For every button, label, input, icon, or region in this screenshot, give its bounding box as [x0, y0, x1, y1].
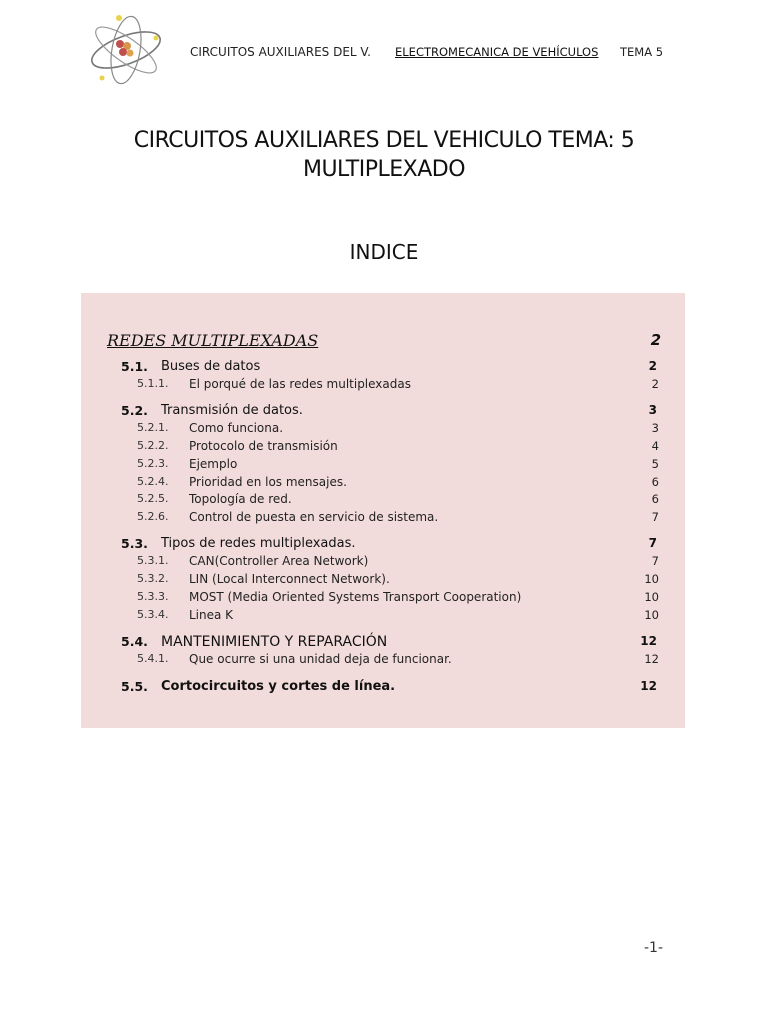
toc-entry-label: Protocolo de transmisión: [189, 439, 338, 453]
toc-entry-number: 5.2.2.: [137, 439, 169, 452]
toc-entry-label: El porqué de las redes multiplexadas: [189, 377, 411, 391]
toc-entry-label: Que ocurre si una unidad deja de funcionar.: [189, 652, 452, 666]
toc-entry[interactable]: [81, 590, 685, 608]
toc-entry-number: 5.5.: [121, 679, 148, 694]
toc-entry-label: Buses de datos: [161, 359, 261, 374]
toc-entry[interactable]: [81, 475, 685, 493]
toc-entry-label: Cortocircuitos y cortes de línea.: [161, 679, 396, 694]
toc-entry-label: Como funciona.: [189, 421, 284, 435]
toc-entry-label: Transmisión de datos.: [161, 403, 303, 418]
atom-logo-icon: [86, 8, 176, 88]
toc-entry-label: Tipos de redes multiplexadas.: [161, 536, 356, 551]
logo: [86, 8, 176, 88]
toc-entry-number: 5.3.2.: [137, 572, 169, 585]
toc-entry-label: Control de puesta en servicio de sistema.: [189, 510, 439, 524]
toc-entry[interactable]: [81, 439, 685, 457]
title-line-2: MULTIPLEXADO: [302, 157, 466, 182]
toc-entry-label: Topología de red.: [189, 492, 292, 506]
toc-entry-number: 5.2.6.: [137, 510, 169, 523]
toc-entry-page: 4: [651, 439, 659, 453]
toc-entry[interactable]: [81, 608, 685, 626]
toc-entry-page: 7: [648, 536, 657, 550]
toc-entry[interactable]: [81, 331, 685, 349]
toc-entry-label: Ejemplo: [189, 457, 238, 471]
toc-entry-number: 5.3.4.: [137, 608, 169, 621]
toc-entry-number: 5.2.5.: [137, 492, 169, 505]
toc-entry-page: 5: [651, 457, 659, 471]
toc-entry-label: REDES MULTIPLEXADAS: [107, 331, 319, 350]
page-number: -1-: [644, 940, 664, 956]
toc-entry-page: 7: [651, 554, 659, 568]
toc-entry-number: 5.4.: [121, 634, 148, 649]
toc-entry[interactable]: [81, 572, 685, 590]
toc-entry[interactable]: [81, 359, 685, 377]
toc-entry-number: 5.3.: [121, 536, 148, 551]
toc-entry-page: 2: [648, 359, 657, 373]
toc-entry-page: 10: [644, 572, 659, 586]
toc-entry-number: 5.2.: [121, 403, 148, 418]
toc-entry[interactable]: [81, 510, 685, 528]
toc-entry-label: MANTENIMIENTO Y REPARACIÓN: [161, 634, 388, 650]
toc-entry[interactable]: [81, 377, 685, 395]
toc-entry-page: 7: [651, 510, 659, 524]
toc-entry-number: 5.2.4.: [137, 475, 169, 488]
toc-entry-page: 6: [651, 492, 659, 506]
toc-entry-page: 12: [640, 679, 657, 693]
header-course: ELECTROMECANICA DE VEHÍCULOS: [395, 45, 599, 59]
toc-entry[interactable]: [81, 554, 685, 572]
toc-entry-page: 12: [640, 634, 657, 648]
toc-entry[interactable]: [81, 679, 685, 697]
toc-entry-label: Linea K: [189, 608, 234, 622]
toc-entry-number: 5.3.3.: [137, 590, 169, 603]
index-heading: INDICE: [349, 240, 419, 264]
toc-entry-number: 5.3.1.: [137, 554, 169, 567]
title-line-1: CIRCUITOS AUXILIARES DEL VEHICULO TEMA: 5: [133, 128, 635, 153]
toc-entry-label: CAN(Controller Area Network): [189, 554, 369, 568]
toc-entry-label: LIN (Local Interconnect Network).: [189, 572, 390, 586]
toc-entry-number: 5.2.1.: [137, 421, 169, 434]
toc-entry[interactable]: [81, 536, 685, 554]
toc-entry-number: 5.4.1.: [137, 652, 169, 665]
toc-entry-page: 3: [648, 403, 657, 417]
toc-entry-page: 10: [644, 590, 659, 604]
toc-entry-number: 5.1.: [121, 359, 148, 374]
toc-entry[interactable]: [81, 457, 685, 475]
toc-entry-page: 2: [650, 331, 661, 349]
toc-entry-page: 3: [651, 421, 659, 435]
table-of-contents: [81, 293, 685, 728]
toc-entry-label: Prioridad en los mensajes.: [189, 475, 347, 489]
toc-entry-page: 10: [644, 608, 659, 622]
toc-entry[interactable]: [81, 634, 685, 652]
toc-entry-number: 5.1.1.: [137, 377, 169, 390]
toc-entry-page: 2: [651, 377, 659, 391]
toc-entry-number: 5.2.3.: [137, 457, 169, 470]
header-subject: CIRCUITOS AUXILIARES DEL V.: [190, 45, 371, 59]
header-topic: TEMA 5: [620, 45, 664, 59]
toc-entry-page: 12: [644, 652, 659, 666]
document-title: [60, 126, 708, 184]
toc-entry[interactable]: [81, 421, 685, 439]
toc-entry[interactable]: [81, 403, 685, 421]
toc-entry-page: 6: [651, 475, 659, 489]
toc-entry[interactable]: [81, 492, 685, 510]
toc-entry-label: MOST (Media Oriented Systems Transport Cooperation): [189, 590, 522, 604]
toc-entry[interactable]: [81, 652, 685, 670]
